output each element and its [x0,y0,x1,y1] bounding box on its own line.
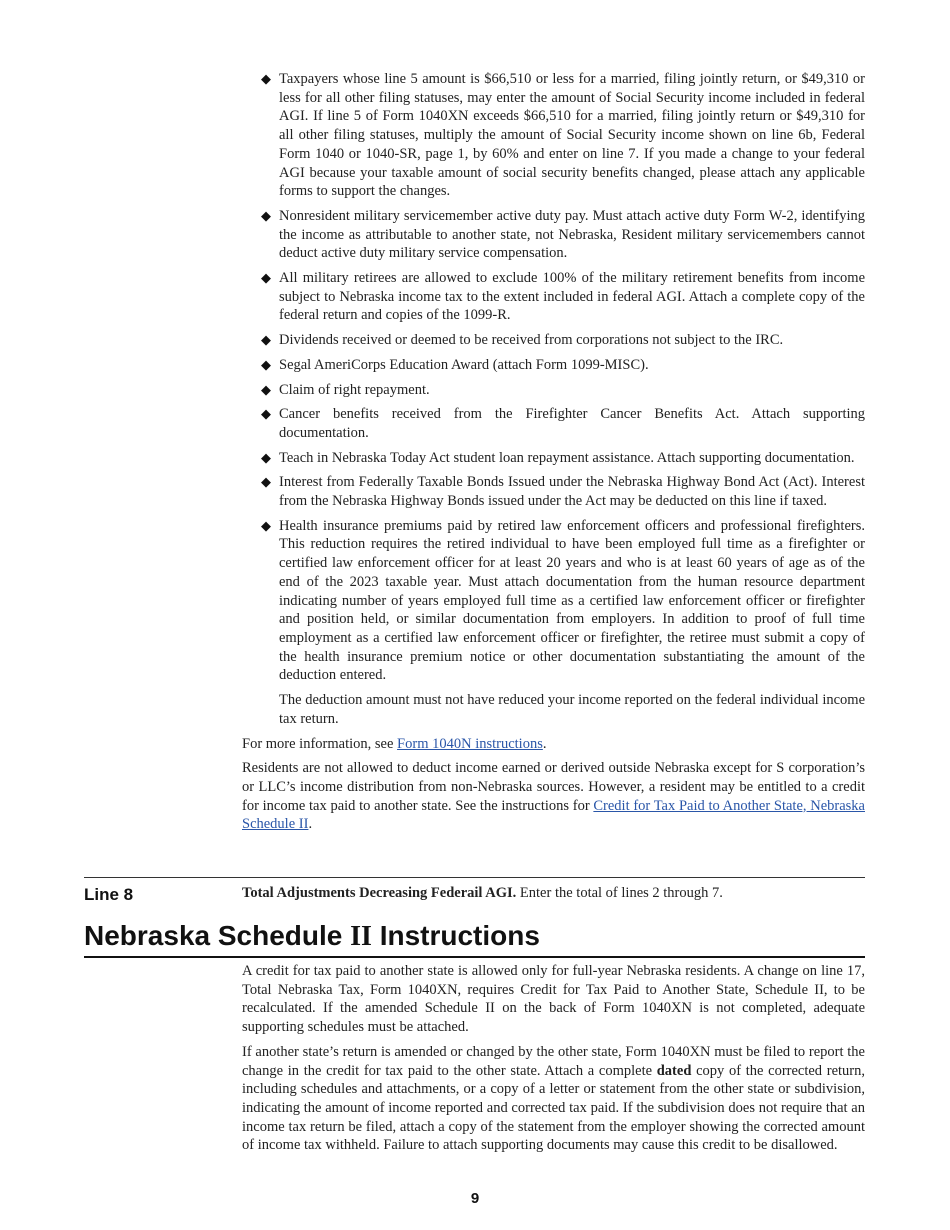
bullet-text: Interest from Federally Taxable Bonds Issued under the Nebraska Highway Bond Act (Act). Interest from the Nebraska Highway Bonds issued under the Act may be deducted on this line if taxed. [279,474,865,510]
line-8-text: Enter the total of lines 2 through 7. [516,885,723,901]
line-8-row [84,877,865,903]
p2-bold: dated [656,1062,692,1079]
bullet-text: Cancer benefits received from the Firefighter Cancer Benefits Act. Attach supporting documentation. [279,406,865,441]
bullet-text: Health insurance premiums paid by retired law enforcement officers and professional firefighters. This reduction requires the retired individual to have been employed full time as a firefighter or certified law enforcement officer for at least 20 years and who is at least 60 years of age as of the end of the 2023 taxable year. Must attach documentation from the human resource department indicating number of years employed full time as a certified law enforcement officer or firefighter and position held, or similar documentation from employers. In addition to proof of full time employment as a certified law enforcement officer or firefighter, the retiree must submit a copy of the health insurance premium notice or other documentation substantiating the amount of the deduction entered. [279,517,865,684]
bullet-text: Nonresident military servicemember active duty pay. Must attach active duty Form W-2, identifying the income as attributable to another state, not Nebraska, Resident military servicemembers cannot deduct active duty military service compensation. [279,207,865,262]
bullet-text: Claim of right repayment. [279,381,430,398]
bullet-text: Taxpayers whose line 5 amount is $66,510 or less for a married, filing jointly return, or $49,310 or less for all other filing statuses, may enter the amount of Social Security income included in federal AGI. If line 5 of Form 1040XN exceeds $66,510 for a married, filing jointly return or $49,310 for all other filing statuses, multiply the amount of Social Security income shown on line 6b, Federal Form 1040 or 1040-SR, page 1, by 60% and enter on line 7. If you made a change to your federal AGI because your taxable amount of social security benefits changed, please attach any applicable forms to support the changes. [279,71,865,200]
bullet-text: Teach in Nebraska Today Act student loan repayment assistance. Attach supporting documentation. [279,449,855,466]
heading-roman: II [350,921,372,952]
bullet-highway-bonds [261,473,865,510]
upper-content [242,70,865,840]
residents-suffix: . [308,816,313,833]
bullet-military-pay [261,207,865,263]
diamond-bullet-icon: ◆ [261,332,271,348]
schedule-ii-content [242,962,865,1161]
bullet-military-retirees [261,269,865,325]
bullet-list [261,70,865,729]
bullet-extra-text: The deduction amount must not have reduced your income reported on the federal individual income tax return. [279,692,865,727]
diamond-bullet-icon: ◆ [261,449,271,465]
diamond-bullet-icon: ◆ [261,207,271,223]
diamond-bullet-icon: ◆ [261,270,271,286]
diamond-bullet-icon: ◆ [261,517,271,533]
diamond-bullet-icon: ◆ [261,71,271,86]
more-info-paragraph [242,735,865,754]
p2-post: copy of the corrected return, including schedules and attachments, or a copy of a letter or statement from the other state or subdivision, indicating the amount of income reported and corrected tax paid. If the subdivision does not require that an income tax return be filed, attach a copy of the statement from the employer showing the corrected amount of income tax withheld. Failure to attach supporting documents may cause this credit to be disallowed. [242,1062,865,1154]
form-1040n-instructions-link[interactable]: Form 1040N instructions [397,735,543,752]
bullet-cancer-benefits [261,405,865,442]
bullet-claim-of-right [261,381,865,400]
bullet-americorps [261,356,865,375]
diamond-bullet-icon: ◆ [261,356,271,372]
line-8-label: Line 8 [84,885,134,904]
diamond-bullet-icon: ◆ [261,406,271,422]
bullet-health-insurance [261,517,865,729]
schedule-ii-paragraph-2 [242,1043,865,1155]
schedule-ii-link[interactable]: Credit for Tax Paid to Another State, Nebraska Schedule II [242,797,865,833]
line-8-description [242,884,865,903]
diamond-bullet-icon: ◆ [261,381,271,397]
bullet-dividends [261,331,865,350]
schedule-ii-paragraph-1: A credit for tax paid to another state is allowed only for full-year Nebraska residents. A change on line 17, Total Nebraska Tax, Form 1040XN, requires Credit for Tax Paid to Another State, Schedule II, to be recalculated. If the amended Schedule II on the back of Form 1040XN is not completed, adequate supporting schedules must be attached. [242,963,865,1036]
heading-part: Nebraska Schedule [84,920,351,951]
more-info-suffix: . [542,735,547,752]
bullet-teach-nebraska [261,449,865,468]
heading-part: Instructions [371,920,540,951]
page-number: 9 [470,1190,480,1207]
residents-text: Residents are not allowed to deduct income earned or derived outside Nebraska except for S corporation’s or LLC’s income distribution from non-Nebraska sources. However, a resident may be entitled to a credit for income tax paid to another state. See the instructions for [242,760,865,814]
p2-pre: If another state’s return is amended or changed by the other state, Form 1040XN must be filed to report the change in the credit for tax paid to the other state. Attach a complete [242,1043,865,1079]
diamond-bullet-icon: ◆ [261,474,271,490]
bullet-text: All military retirees are allowed to exclude 100% of the military retirement benefits from income subject to Nebraska income tax to the extent included in federal AGI. Attach a complete copy of the federal return and copies of the 1099-R. [279,270,865,324]
section-heading [84,918,865,958]
bullet-text: Dividends received or deemed to be received from corporations not subject to the IRC. [279,332,784,349]
line-8-bold-title: Total Adjustments Decreasing Federail AGI. [242,885,517,901]
residents-paragraph [242,759,865,834]
bullet-social-security [261,70,865,201]
bullet-text: Segal AmeriCorps Education Award (attach Form 1099-MISC). [279,356,649,373]
more-info-prefix: For more information, see [242,735,398,752]
